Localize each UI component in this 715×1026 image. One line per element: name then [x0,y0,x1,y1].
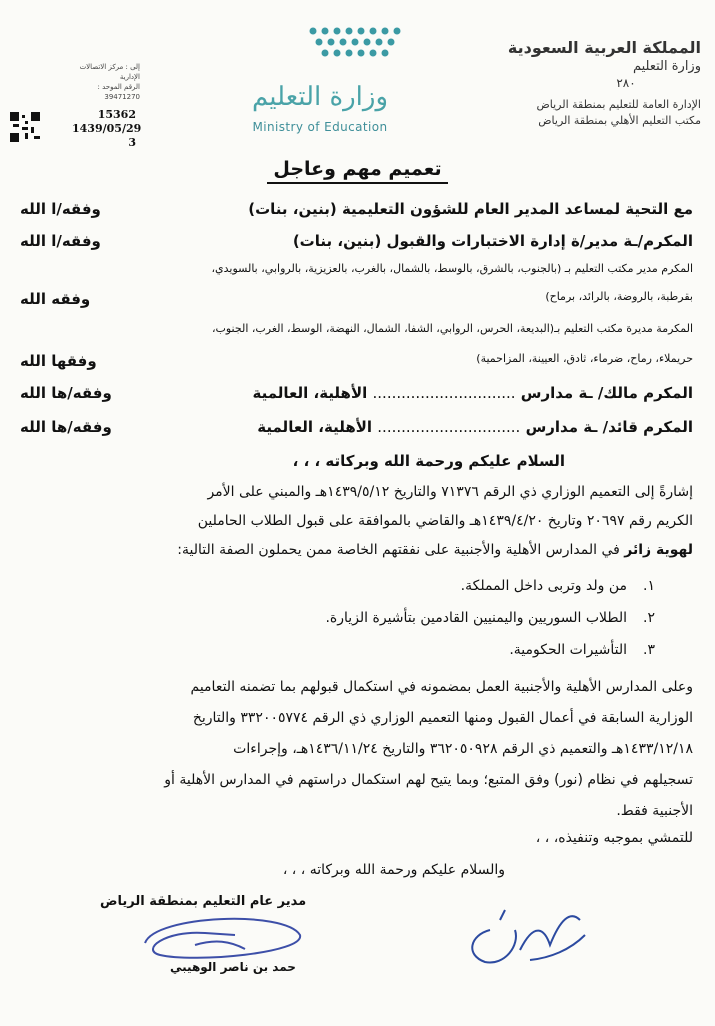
paragraph-line: ١٤٣٣/١٢/١٨هـ والتعميم ذي الرقم ٣٦٢٠٥٠٩٢٨ والتاريخ ١٤٣٦/١١/٢٤هـ، وإجراءات [233,741,693,757]
addressee-blessing: وفقه/ا الله [20,200,101,218]
letterhead-right [501,38,701,127]
school-types: الأهلية، العالمية [257,418,373,436]
addressee-blessing: وفقه/ا الله [20,232,101,250]
greeting: السلام عليكم ورحمة الله وبركاته ، ، ، [292,452,565,470]
paragraph-line: إشارةً إلى التعميم الوزاري ذي الرقم ٧١٣٧٦ والتاريخ ١٤٣٩/٥/١٢هـ والمبني على الأمر [207,484,693,500]
addressee-text: المكرم/ـة مدير/ة إدارة الاختبارات والقبول (بنين، بنات) [292,232,693,250]
addressee-text: المكرم مدير مكتب التعليم بـ (بالجنوب، بالشرق، بالوسط، بالشمال، بالغرب، بالعزيزية، بالروابي، بالسويدي، [211,262,693,275]
signatory-title: مدير عام التعليم بمنطقة الرياض [100,894,307,909]
list-item: ٢.الطلاب السوريين واليمنيين القادمين بتأشيرة الزيارة. [325,610,655,626]
list-item: ١.من ولد وتربى داخل المملكة. [460,578,655,594]
addressee-text: المكرم قائد/ ـة مدارس [525,418,693,436]
admin-name: الإدارة العامة للتعليم بمنطقة الرياض [536,98,701,111]
office-name: مكتب التعليم الأهلي بمنطقة الرياض [538,114,701,127]
addressee-text: مع التحية لمساعد المدير العام للشؤون التعليمية (بنين، بنات) [248,200,693,218]
ministry-code: ٢٨٠ [616,76,636,90]
reference-number: 15362 [97,108,136,121]
addressee-blessing: وفقه/ها الله [20,384,112,402]
fill-dots: .............................. [372,384,516,402]
logo-arabic-text: وزارة التعليم [251,82,389,112]
logo-english-text: Ministry of Education [252,120,388,134]
addressee-text: حريملاء، رماح، ضرماء، ثادق، العيينة، المزاحمية) [476,352,693,365]
ministry-name: وزارة التعليم [632,59,701,74]
reference-date: 1439/05/29 [72,122,142,135]
addressee-blessing: وفقه/ها الله [20,418,112,436]
addressee-line [257,418,693,436]
addressee-blessing: وفقه الله [20,290,91,308]
qr-code-icon [10,112,40,142]
paragraph-line: الوزارية السابقة في أعمال القبول ومنها التعميم الوزاري ذي الرقم ٣٣٢٠٠٥٧٧٤ والتاريخ [192,710,693,726]
school-types: الأهلية، العالمية [252,384,368,402]
paragraph-line: الكريم رقم ٢٠٦٩٧ وتاريخ ١٤٣٩/٤/٢٠هـ والقاضي بالموافقة على قبول الطلاب الحاملين [197,513,693,529]
country-name: المملكة العربية السعودية [507,38,701,57]
paragraph-line: تسجيلهم في نظام (نور) وفق المتبع؛ وبما يتيح لهم استكمال دراستهم في المدارس الأهلية أو [164,772,693,788]
reference-block [72,108,142,150]
addressee-text: المكرمة مديرة مكتب التعليم بـ(البديعة، الحرس، الروابي، الشفا، الشمال، النهضة، الوسط، الغرب، الجنوب، [211,322,693,335]
official-signature [460,900,590,975]
document-title: تعميم مهم وعاجل [0,158,715,180]
ministry-logo [240,20,400,140]
letterhead-left [60,62,140,102]
visitor-id-emphasis: لهوية زائر [624,542,693,558]
fill-dots: .............................. [377,418,521,436]
paragraph-line: وعلى المدارس الأهلية والأجنبية العمل بمضمونه في استكمال قبولهم بما تضمنه التعاميم [190,679,693,695]
closing-instruction: للتمشي بموجبه وتنفيذه، ، ، [535,830,693,846]
unified-number: الرقم الموحد : 39471270 [97,83,140,101]
addressee-line [253,384,693,402]
paragraph-line: الأجنبية فقط. [616,803,693,819]
addressee-blessing: وفقها الله [20,352,97,370]
closing-greeting: والسلام عليكم ورحمة الله وبركاته ، ، ، [282,862,505,878]
signatory-name: حمد بن ناصر الوهيبي [170,960,296,974]
addressee-text: المكرم مالك/ ـة مدارس [520,384,693,402]
paragraph-1 [30,478,693,565]
recipient-line: إلى : مركز الاتصالات الإدارية [79,63,140,81]
logo-dots-icon [308,26,408,66]
attachments-count: 3 [128,136,136,149]
addressee-text: بقرطبة، بالروضة، بالرائد، برماح) [545,290,693,303]
paragraph-line: لهوية زائر في المدارس الأهلية والأجنبية على نفقتهم الخاصة ممن يحملون الصفة التالية: [177,542,693,558]
paragraph-2 [30,672,693,827]
list-item: ٣.التأشيرات الحكومية. [509,642,655,658]
